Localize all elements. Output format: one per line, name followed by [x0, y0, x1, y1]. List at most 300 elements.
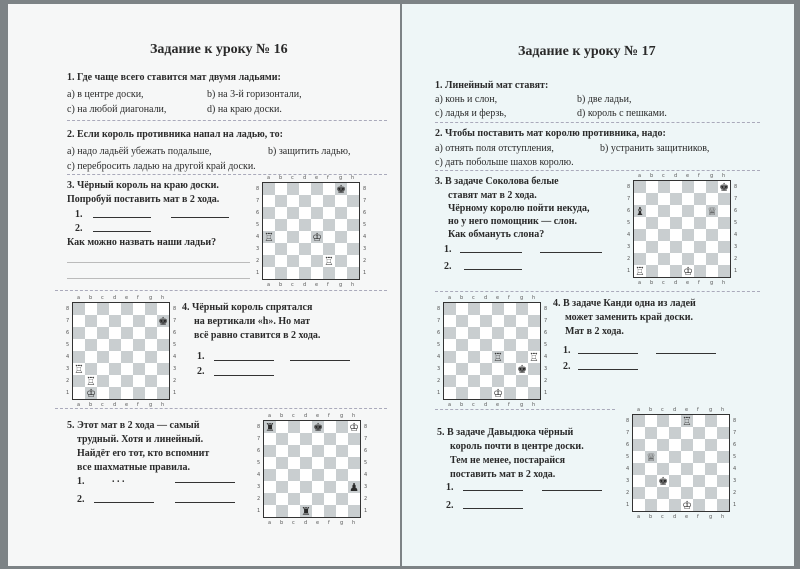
square-c6 [287, 207, 299, 219]
divider [67, 120, 387, 121]
square-d6 [670, 205, 682, 217]
square-g5 [335, 219, 347, 231]
square-c6 [97, 327, 109, 339]
square-c3 [657, 475, 669, 487]
square-f5 [504, 339, 516, 351]
square-f5 [133, 339, 145, 351]
square-d5 [670, 217, 682, 229]
board-coordinate: h [161, 402, 165, 408]
board-coordinate: b [649, 514, 653, 520]
square-f2 [324, 493, 336, 505]
square-f8 [504, 303, 516, 315]
square-b5 [85, 339, 97, 351]
square-f8 [694, 181, 706, 193]
board-coordinate: a [638, 280, 642, 286]
square-f7 [324, 433, 336, 445]
task-5-text: поставить мат в 2 хода. [450, 469, 556, 480]
board-coordinate: 1 [364, 508, 368, 514]
board-coordinate: 7 [363, 198, 367, 204]
square-a3 [633, 475, 645, 487]
square-b8 [456, 303, 468, 315]
board-coordinate: h [721, 514, 725, 520]
board-coordinate: 7 [173, 318, 177, 324]
square-d4 [299, 231, 311, 243]
answer-line[interactable] [578, 353, 638, 354]
answer-line[interactable] [214, 360, 274, 361]
square-e2 [492, 375, 504, 387]
board-coordinate: 5 [66, 342, 70, 348]
square-f2 [133, 375, 145, 387]
page-title: Задание к уроку № 17 [518, 44, 656, 59]
answer-line[interactable] [67, 262, 250, 263]
chess-board [72, 302, 170, 400]
option-c: c) ладья и ферзь, [435, 108, 507, 119]
square-g1 [335, 267, 347, 279]
board-coordinate: 1 [257, 508, 261, 514]
square-f8 [324, 421, 336, 433]
board-coordinate: 2 [363, 258, 367, 264]
square-g6 [335, 207, 347, 219]
square-a2 [444, 375, 456, 387]
option-d: d) на краю доски. [207, 104, 282, 115]
square-g2 [516, 375, 528, 387]
square-g4 [705, 463, 717, 475]
square-d8 [299, 183, 311, 195]
square-a1 [73, 387, 85, 399]
board-coordinate: c [101, 295, 104, 301]
square-b8 [276, 421, 288, 433]
square-b7 [275, 195, 287, 207]
task-3-text: ставят мат в 2 хода. [448, 190, 537, 201]
square-h2 [157, 375, 169, 387]
board-coordinate: e [496, 402, 500, 408]
square-g5 [516, 339, 528, 351]
chess-board [632, 414, 730, 512]
chess-piece-icon: ♚ [158, 314, 168, 328]
chess-piece-icon: ♖ [493, 350, 503, 364]
square-a1 [264, 505, 276, 517]
square-f2 [694, 253, 706, 265]
square-f5 [323, 219, 335, 231]
board-coordinate: d [113, 402, 117, 408]
board-coordinate: h [722, 173, 726, 179]
square-h1 [718, 265, 730, 277]
square-c2 [468, 375, 480, 387]
board-coordinate: c [472, 295, 475, 301]
square-b4 [646, 229, 658, 241]
answer-line[interactable] [290, 360, 350, 361]
square-h3 [717, 475, 729, 487]
square-f3 [693, 475, 705, 487]
square-h7 [348, 433, 360, 445]
square-e5 [121, 339, 133, 351]
board-coordinate: h [351, 175, 355, 181]
board-coordinate: h [161, 295, 165, 301]
board-coordinate: f [698, 280, 700, 286]
square-g8 [335, 183, 347, 195]
chess-piece-icon: ♚ [658, 474, 668, 488]
square-a6 [73, 327, 85, 339]
square-d5 [669, 451, 681, 463]
board-coordinate: 2 [257, 496, 261, 502]
square-g4 [516, 351, 528, 363]
square-c7 [97, 315, 109, 327]
board-coordinate: 8 [733, 418, 737, 424]
answer-line[interactable] [171, 217, 229, 218]
board-coordinate: 1 [256, 270, 260, 276]
square-h3 [157, 363, 169, 375]
square-b4 [85, 351, 97, 363]
square-h5 [718, 217, 730, 229]
square-d1 [480, 387, 492, 399]
square-g5 [705, 451, 717, 463]
square-e3 [312, 481, 324, 493]
board-coordinate: 3 [544, 366, 548, 372]
divider [435, 122, 760, 123]
square-e3 [492, 363, 504, 375]
answer-line[interactable] [463, 490, 523, 491]
square-f5 [694, 217, 706, 229]
task-4-text: Мат в 2 хода. [565, 326, 624, 337]
square-b2 [456, 375, 468, 387]
board-coordinate: 6 [544, 330, 548, 336]
square-e4 [492, 351, 504, 363]
question-1: 1. Где чаще всего ставится мат двумя ладьями: [67, 72, 281, 83]
square-d3 [670, 241, 682, 253]
board-coordinate: 6 [173, 330, 177, 336]
divider [435, 291, 760, 292]
square-d1 [300, 505, 312, 517]
square-c8 [97, 303, 109, 315]
answer-line[interactable] [540, 252, 602, 253]
square-a5 [263, 219, 275, 231]
square-g3 [335, 243, 347, 255]
square-b3 [85, 363, 97, 375]
square-a1 [444, 387, 456, 399]
square-d2 [299, 255, 311, 267]
square-d7 [300, 433, 312, 445]
square-f8 [693, 415, 705, 427]
move-number: 2. [77, 494, 85, 505]
square-f7 [694, 193, 706, 205]
board-coordinate: 1 [733, 502, 737, 508]
board-coordinate: a [268, 413, 272, 419]
board-coordinate: 2 [364, 496, 368, 502]
square-d5 [300, 457, 312, 469]
task-5-text: 5. Этот мат в 2 хода — самый [67, 420, 200, 431]
square-a7 [633, 427, 645, 439]
square-g5 [336, 457, 348, 469]
square-g6 [706, 205, 718, 217]
board-coordinate: 2 [437, 378, 441, 384]
move-number: 2. [444, 261, 452, 272]
square-e8 [311, 183, 323, 195]
board-coordinate: 6 [734, 208, 738, 214]
option-c: c) дать побольше шахов королю. [435, 157, 574, 168]
square-d3 [109, 363, 121, 375]
square-c4 [288, 469, 300, 481]
answer-line[interactable] [175, 482, 235, 483]
square-e3 [121, 363, 133, 375]
board-coordinate: 8 [734, 184, 738, 190]
board-coordinate: h [532, 402, 536, 408]
board-coordinate: 7 [437, 318, 441, 324]
board-coordinate: 8 [363, 186, 367, 192]
square-d4 [670, 229, 682, 241]
square-f4 [323, 231, 335, 243]
square-a1 [634, 265, 646, 277]
square-d2 [480, 375, 492, 387]
square-h3 [718, 241, 730, 253]
square-g4 [145, 351, 157, 363]
square-e5 [311, 219, 323, 231]
square-f2 [504, 375, 516, 387]
square-h4 [718, 229, 730, 241]
answer-line[interactable] [463, 508, 523, 509]
board-coordinate: 8 [256, 186, 260, 192]
chess-piece-icon: ♖ [529, 350, 539, 364]
board-coordinate: 8 [173, 306, 177, 312]
board-coordinate: 2 [626, 490, 630, 496]
square-d3 [669, 475, 681, 487]
square-d1 [299, 267, 311, 279]
square-b7 [456, 315, 468, 327]
board-coordinate: 3 [364, 484, 368, 490]
square-g1 [336, 505, 348, 517]
square-a2 [264, 493, 276, 505]
divider [55, 290, 387, 291]
square-c1 [287, 267, 299, 279]
chess-piece-icon: ♖ [74, 362, 84, 376]
square-b3 [645, 475, 657, 487]
board-coordinate: 8 [626, 418, 630, 424]
move-number: 2. [75, 223, 83, 234]
board-coordinate: f [698, 173, 700, 179]
square-f8 [323, 183, 335, 195]
square-b7 [85, 315, 97, 327]
square-g7 [145, 315, 157, 327]
board-coordinate: a [268, 520, 272, 526]
board-coordinate: 5 [173, 342, 177, 348]
square-f3 [504, 363, 516, 375]
board-coordinate: g [709, 407, 713, 413]
option-b: b) устранить защитников, [600, 143, 710, 154]
board-coordinate: b [460, 402, 464, 408]
board-coordinate: 5 [363, 222, 367, 228]
board-coordinate: c [291, 282, 294, 288]
square-a3 [634, 241, 646, 253]
board-coordinate: a [637, 514, 641, 520]
square-b6 [85, 327, 97, 339]
square-c2 [97, 375, 109, 387]
board-coordinate: 7 [256, 198, 260, 204]
square-d6 [480, 327, 492, 339]
board-coordinate: e [685, 407, 689, 413]
square-a8 [633, 415, 645, 427]
square-d3 [300, 481, 312, 493]
board-coordinate: e [686, 173, 690, 179]
task-4-text: всё равно ставится в 2 хода. [194, 330, 321, 341]
board-coordinate: h [351, 282, 355, 288]
square-d2 [669, 487, 681, 499]
answer-line[interactable] [542, 490, 602, 491]
option-d: d) король с пешками. [577, 108, 667, 119]
board-coordinate: f [697, 514, 699, 520]
chess-piece-icon: ♕ [646, 450, 656, 464]
square-c7 [657, 427, 669, 439]
square-d8 [670, 181, 682, 193]
answer-line[interactable] [460, 252, 522, 253]
square-c4 [468, 351, 480, 363]
square-e8 [312, 421, 324, 433]
square-d4 [480, 351, 492, 363]
square-g1 [706, 265, 718, 277]
square-b1 [275, 267, 287, 279]
board-coordinate: e [316, 413, 320, 419]
square-f2 [323, 255, 335, 267]
square-e8 [682, 181, 694, 193]
answer-line[interactable] [578, 369, 638, 370]
square-f4 [504, 351, 516, 363]
answer-line[interactable] [93, 231, 151, 232]
square-c3 [287, 243, 299, 255]
square-a2 [73, 375, 85, 387]
square-d7 [670, 193, 682, 205]
answer-line[interactable] [464, 269, 522, 270]
square-g1 [705, 499, 717, 511]
square-b1 [456, 387, 468, 399]
square-a5 [634, 217, 646, 229]
square-c7 [468, 315, 480, 327]
square-h7 [718, 193, 730, 205]
chess-piece-icon: ♚ [719, 180, 729, 194]
board-coordinate: c [662, 280, 665, 286]
square-c7 [288, 433, 300, 445]
answer-line[interactable] [94, 502, 154, 503]
answer-line[interactable] [214, 375, 274, 376]
square-h2 [528, 375, 540, 387]
square-e4 [121, 351, 133, 363]
board-coordinate: e [125, 402, 129, 408]
task-4-text: 4. В задаче Канди одна из ладей [553, 298, 696, 309]
board-coordinate: 8 [627, 184, 631, 190]
square-g6 [145, 327, 157, 339]
square-e8 [121, 303, 133, 315]
square-c8 [287, 183, 299, 195]
board-coordinate: b [279, 175, 283, 181]
square-c6 [288, 445, 300, 457]
square-b6 [645, 439, 657, 451]
square-f3 [133, 363, 145, 375]
square-c6 [657, 439, 669, 451]
square-e2 [682, 253, 694, 265]
square-d6 [299, 207, 311, 219]
answer-line[interactable] [93, 217, 151, 218]
chess-piece-icon: ♜ [265, 420, 275, 434]
square-h5 [717, 451, 729, 463]
square-b4 [276, 469, 288, 481]
square-g7 [336, 433, 348, 445]
square-g6 [336, 445, 348, 457]
board-coordinate: 3 [173, 366, 177, 372]
question-2: 2. Если король противника напал на ладью, то: [67, 129, 283, 140]
square-c7 [658, 193, 670, 205]
board-coordinate: 3 [256, 246, 260, 252]
board-coordinate: 6 [627, 208, 631, 214]
board-coordinate: h [722, 280, 726, 286]
square-b4 [275, 231, 287, 243]
board-coordinate: g [709, 514, 713, 520]
answer-line[interactable] [656, 353, 716, 354]
square-g7 [516, 315, 528, 327]
square-b1 [645, 499, 657, 511]
option-a: a) отнять поля отступления, [435, 143, 554, 154]
square-h8 [717, 415, 729, 427]
move-number: 1. [444, 244, 452, 255]
answer-line[interactable] [175, 502, 235, 503]
square-h4 [717, 463, 729, 475]
chess-board [263, 420, 361, 518]
square-d4 [669, 463, 681, 475]
square-g4 [335, 231, 347, 243]
square-h1 [528, 387, 540, 399]
board-coordinate: g [340, 413, 344, 419]
board-coordinate: g [710, 280, 714, 286]
board-coordinate: 6 [363, 210, 367, 216]
square-f1 [693, 499, 705, 511]
chess-piece-icon: ♖ [682, 414, 692, 428]
square-h6 [348, 445, 360, 457]
square-d3 [299, 243, 311, 255]
chess-piece-icon: ♖ [264, 230, 274, 244]
square-c7 [287, 195, 299, 207]
board-coordinate: h [352, 520, 356, 526]
task-5-text: 5. В задаче Давыдюка чёрный [437, 427, 574, 438]
square-c3 [97, 363, 109, 375]
square-h1 [717, 499, 729, 511]
square-d2 [109, 375, 121, 387]
answer-line[interactable] [67, 278, 250, 279]
task-5-text: трудный. Хотя и линейный. [77, 434, 204, 445]
square-b1 [646, 265, 658, 277]
square-c2 [287, 255, 299, 267]
square-e5 [312, 457, 324, 469]
board-coordinate: g [149, 295, 153, 301]
square-c6 [658, 205, 670, 217]
board-coordinate: 8 [437, 306, 441, 312]
square-c1 [658, 265, 670, 277]
square-f5 [324, 457, 336, 469]
chess-piece-icon: ♔ [86, 386, 96, 400]
square-a2 [634, 253, 646, 265]
square-c5 [97, 339, 109, 351]
board-coordinate: 3 [733, 478, 737, 484]
square-f6 [693, 439, 705, 451]
board-coordinate: 5 [733, 454, 737, 460]
square-e1 [312, 505, 324, 517]
square-c5 [657, 451, 669, 463]
square-g7 [705, 427, 717, 439]
square-g8 [705, 415, 717, 427]
square-a3 [73, 363, 85, 375]
task-3-text: Чёрному королю пойти некуда, [448, 203, 590, 214]
question-1: 1. Линейный мат ставят: [435, 80, 549, 91]
board-coordinate: 6 [66, 330, 70, 336]
square-c5 [288, 457, 300, 469]
square-a3 [444, 363, 456, 375]
board-coordinate: 1 [734, 268, 738, 274]
square-g6 [516, 327, 528, 339]
